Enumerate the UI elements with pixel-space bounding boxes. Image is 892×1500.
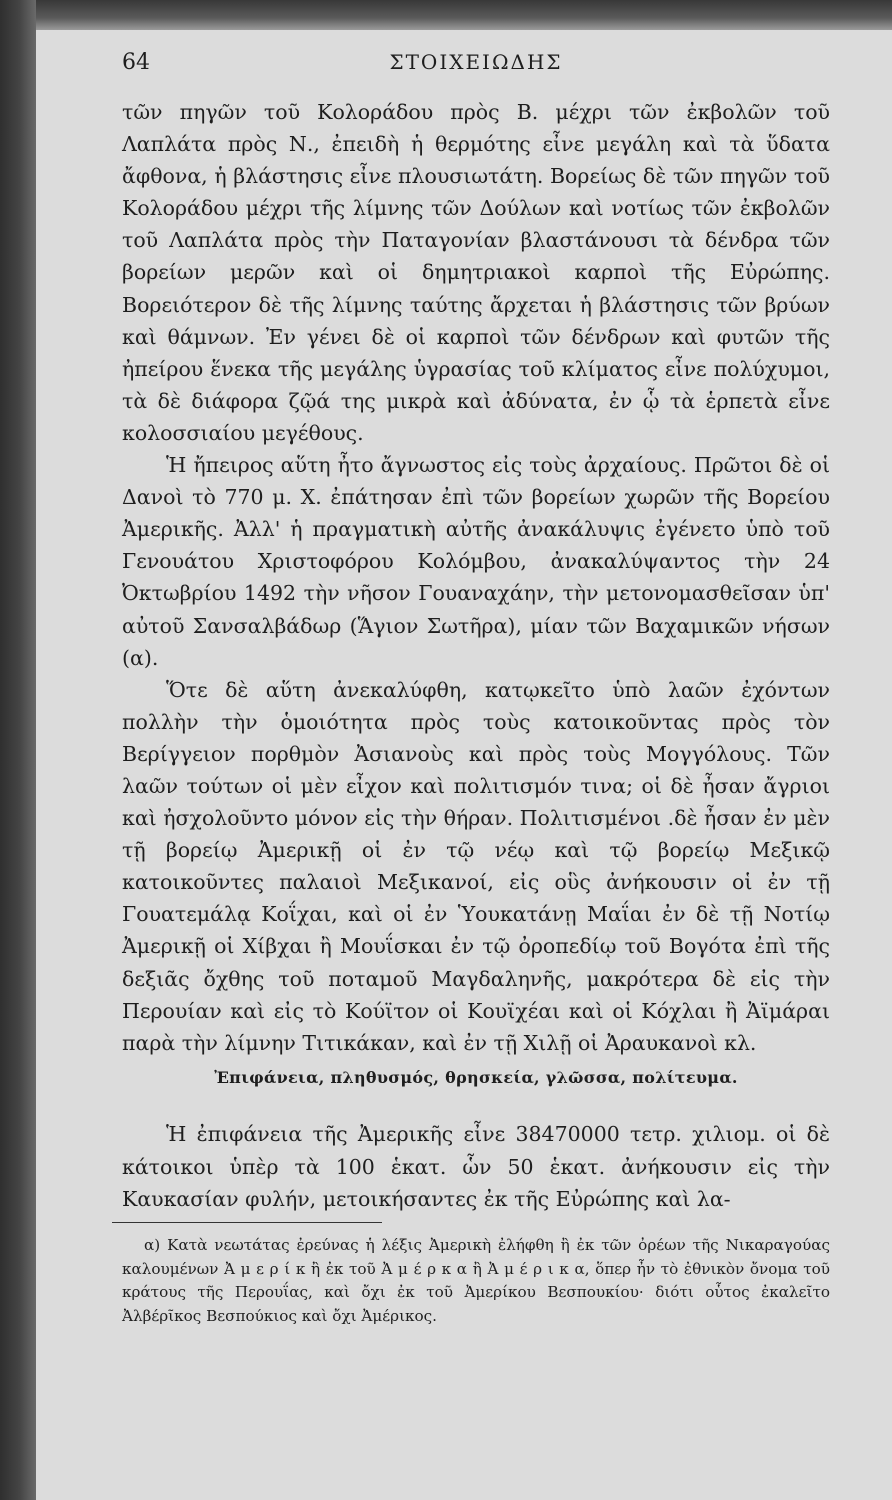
footnote-text: α) Κατὰ νεωτάτας ἐρεύνας ἡ λέξις Ἀμερικὴ ἐλήφθη ἢ ἐκ τῶν ὀρέων τῆς Νικαραγούας καλουμένων Ἀ μ ε ρ ί κ ἢ ἐκ τοῦ Ἀ μ έ ρ κ α ἢ Ἀ μ έ ρ ι κ α, ὅπερ ἦν τὸ ἐθνικὸν ὄνομα τοῦ κράτους τῆς Περουΐας, καὶ ὄχι ἐκ τοῦ Ἀμερίκου Βεσπουκίου· διότι οὗτος ἐκαλεῖτο Ἀλβέρῖκος Βεσπούκιος καὶ ὄχι Ἀμέρικος. <box>122 1236 830 1325</box>
page-number: 64 <box>122 50 150 75</box>
paragraph: Ὅτε δὲ αὕτη ἀνεκαλύφθη, κατῳκεῖτο ὑπὸ λαῶν ἐχόντων πολλὴν τὴν ὁμοιότητα πρὸς τοὺς κατοικοῦντας πρὸς τὸν Βερίγγειον πορθμὸν Ἀσιανοὺς καὶ πρὸς τοὺς Μογγόλους. Τῶν λαῶν τούτων οἱ μὲν εἶχον καὶ πολιτισμόν τινα; οἱ δὲ ἦσαν ἄγριοι καὶ ἠσχολοῦντο μόνον εἰς τὴν θήραν. Πολιτισμένοι .δὲ ἦσαν ἐν μὲν τῇ βορείῳ Ἀμερικῇ οἱ ἐν τῷ νέῳ καὶ τῷ βορείῳ Μεξικῷ κατοικοῦντες παλαιοὶ Μεξικανοί, εἰς οὓς ἀνήκουσιν οἱ ἐν τῇ Γουατεμάλᾳ Κοΐχαι, καὶ οἱ ἐν Ὑουκατάνῃ Μαΐαι ἐν δὲ τῇ Νοτίῳ Ἀμερικῇ οἱ Χίβχαι ἢ Μουΐσκαι ἐν τῷ ὀροπεδίῳ τοῦ Βογότα ἐπὶ τῆς δεξιᾶς ὄχθης τοῦ ποταμοῦ Μαγδαληνῆς, μακρότερα δὲ εἰς τὴν Περουίαν καὶ εἰς τὸ Κούϊτον οἱ Κουϊχέαι καὶ οἱ Κόχλαι ἢ Ἀϊμάραι παρὰ τὴν λίμνην Τιτικάκαν, καὶ ἐν τῇ Χιλῇ οἱ Ἀραυκανοὶ κλ. <box>122 677 830 1055</box>
section-text <box>122 1118 830 1216</box>
paragraph: τῶν πηγῶν τοῦ Κολοράδου πρὸς Β. μέχρι τῶν ἐκβολῶν τοῦ Λαπλάτα πρὸς Ν., ἐπειδὴ ἡ θερμότης εἶνε μεγάλη καὶ τὰ ὕδατα ἄφθονα, ἡ βλάστησις εἶνε πλουσιωτάτη. Βορείως δὲ τῶν πηγῶν τοῦ Κολοράδου μέχρι τῆς λίμνης τῶν Δούλων καὶ νοτίως τῶν ἐκβολῶν τοῦ Λαπλάτα πρὸς τὴν Παταγονίαν βλαστάνουσι τὰ δένδρα τῶν βορείων μερῶν καὶ οἱ δημητριακοὶ καρποὶ τῆς Εὐρώπης. Βορειότερον δὲ τῆς λίμνης ταύτης ἄρχεται ἡ βλάστησις τῶν βρύων καὶ θάμνων. Ἐν γένει δὲ οἱ καρποὶ τῶν δένδρων καὶ φυτῶν τῆς ἠπείρου ἕνεκα τῆς μεγάλης ὑγρασίας τοῦ κλίματος εἶνε πολύχυμοι, τὰ δὲ διάφορα ζῷά της μικρὰ καὶ ἀδύνατα, ἐν ᾧ τὰ ἑρπετὰ εἶνε κολοσσιαίου μεγέθους. <box>122 100 830 445</box>
footnote-divider <box>112 1222 382 1223</box>
page-header <box>122 50 830 82</box>
section-heading: Ἐπιφάνεια, πληθυσμός, θρησκεία, γλῶσσα, πολίτευμα. <box>214 1068 738 1087</box>
scan-top-shadow <box>36 0 892 30</box>
book-spine-shadow <box>0 0 36 1500</box>
running-title: ΣΤΟΙΧΕΙΩΔΗΣ <box>389 50 563 74</box>
paragraph: Ἡ ἤπειρος αὕτη ἦτο ἄγνωστος εἰς τοὺς ἀρχαίους. Πρῶτοι δὲ οἱ Δανοὶ τὸ 770 μ. Χ. ἐπάτησαν ἐπὶ τῶν βορείων χωρῶν τῆς Βορείου Ἀμερικῆς. Ἀλλ' ἡ πραγματικὴ αὐτῆς ἀνακάλυψις ἐγένετο ὑπὸ τοῦ Γενουάτου Χριστοφόρου Κολόμβου, ἀνακαλύψαντος τὴν 24 Ὀκτωβρίου 1492 τὴν νῆσον Γουαναχάην, τὴν μετονομασθεῖσαν ὑπ' αὐτοῦ Σανσαλβάδωρ (Ἅγιον Σωτῆρα), μίαν τῶν Βαχαμικῶν νήσων (α). <box>122 453 830 670</box>
footnote <box>122 1234 830 1328</box>
main-text <box>122 96 830 1059</box>
paragraph: Ἡ ἐπιφάνεια τῆς Ἀμερικῆς εἶνε 38470000 τετρ. χιλιομ. οἱ δὲ κάτοικοι ὑπὲρ τὰ 100 ἑκατ. ὧν 50 ἑκατ. ἀνήκουσιν εἰς τὴν Καυκασίαν φυλήν, μετοικήσαντες ἐκ τῆς Εὐρώπης καὶ λα- <box>122 1122 830 1211</box>
